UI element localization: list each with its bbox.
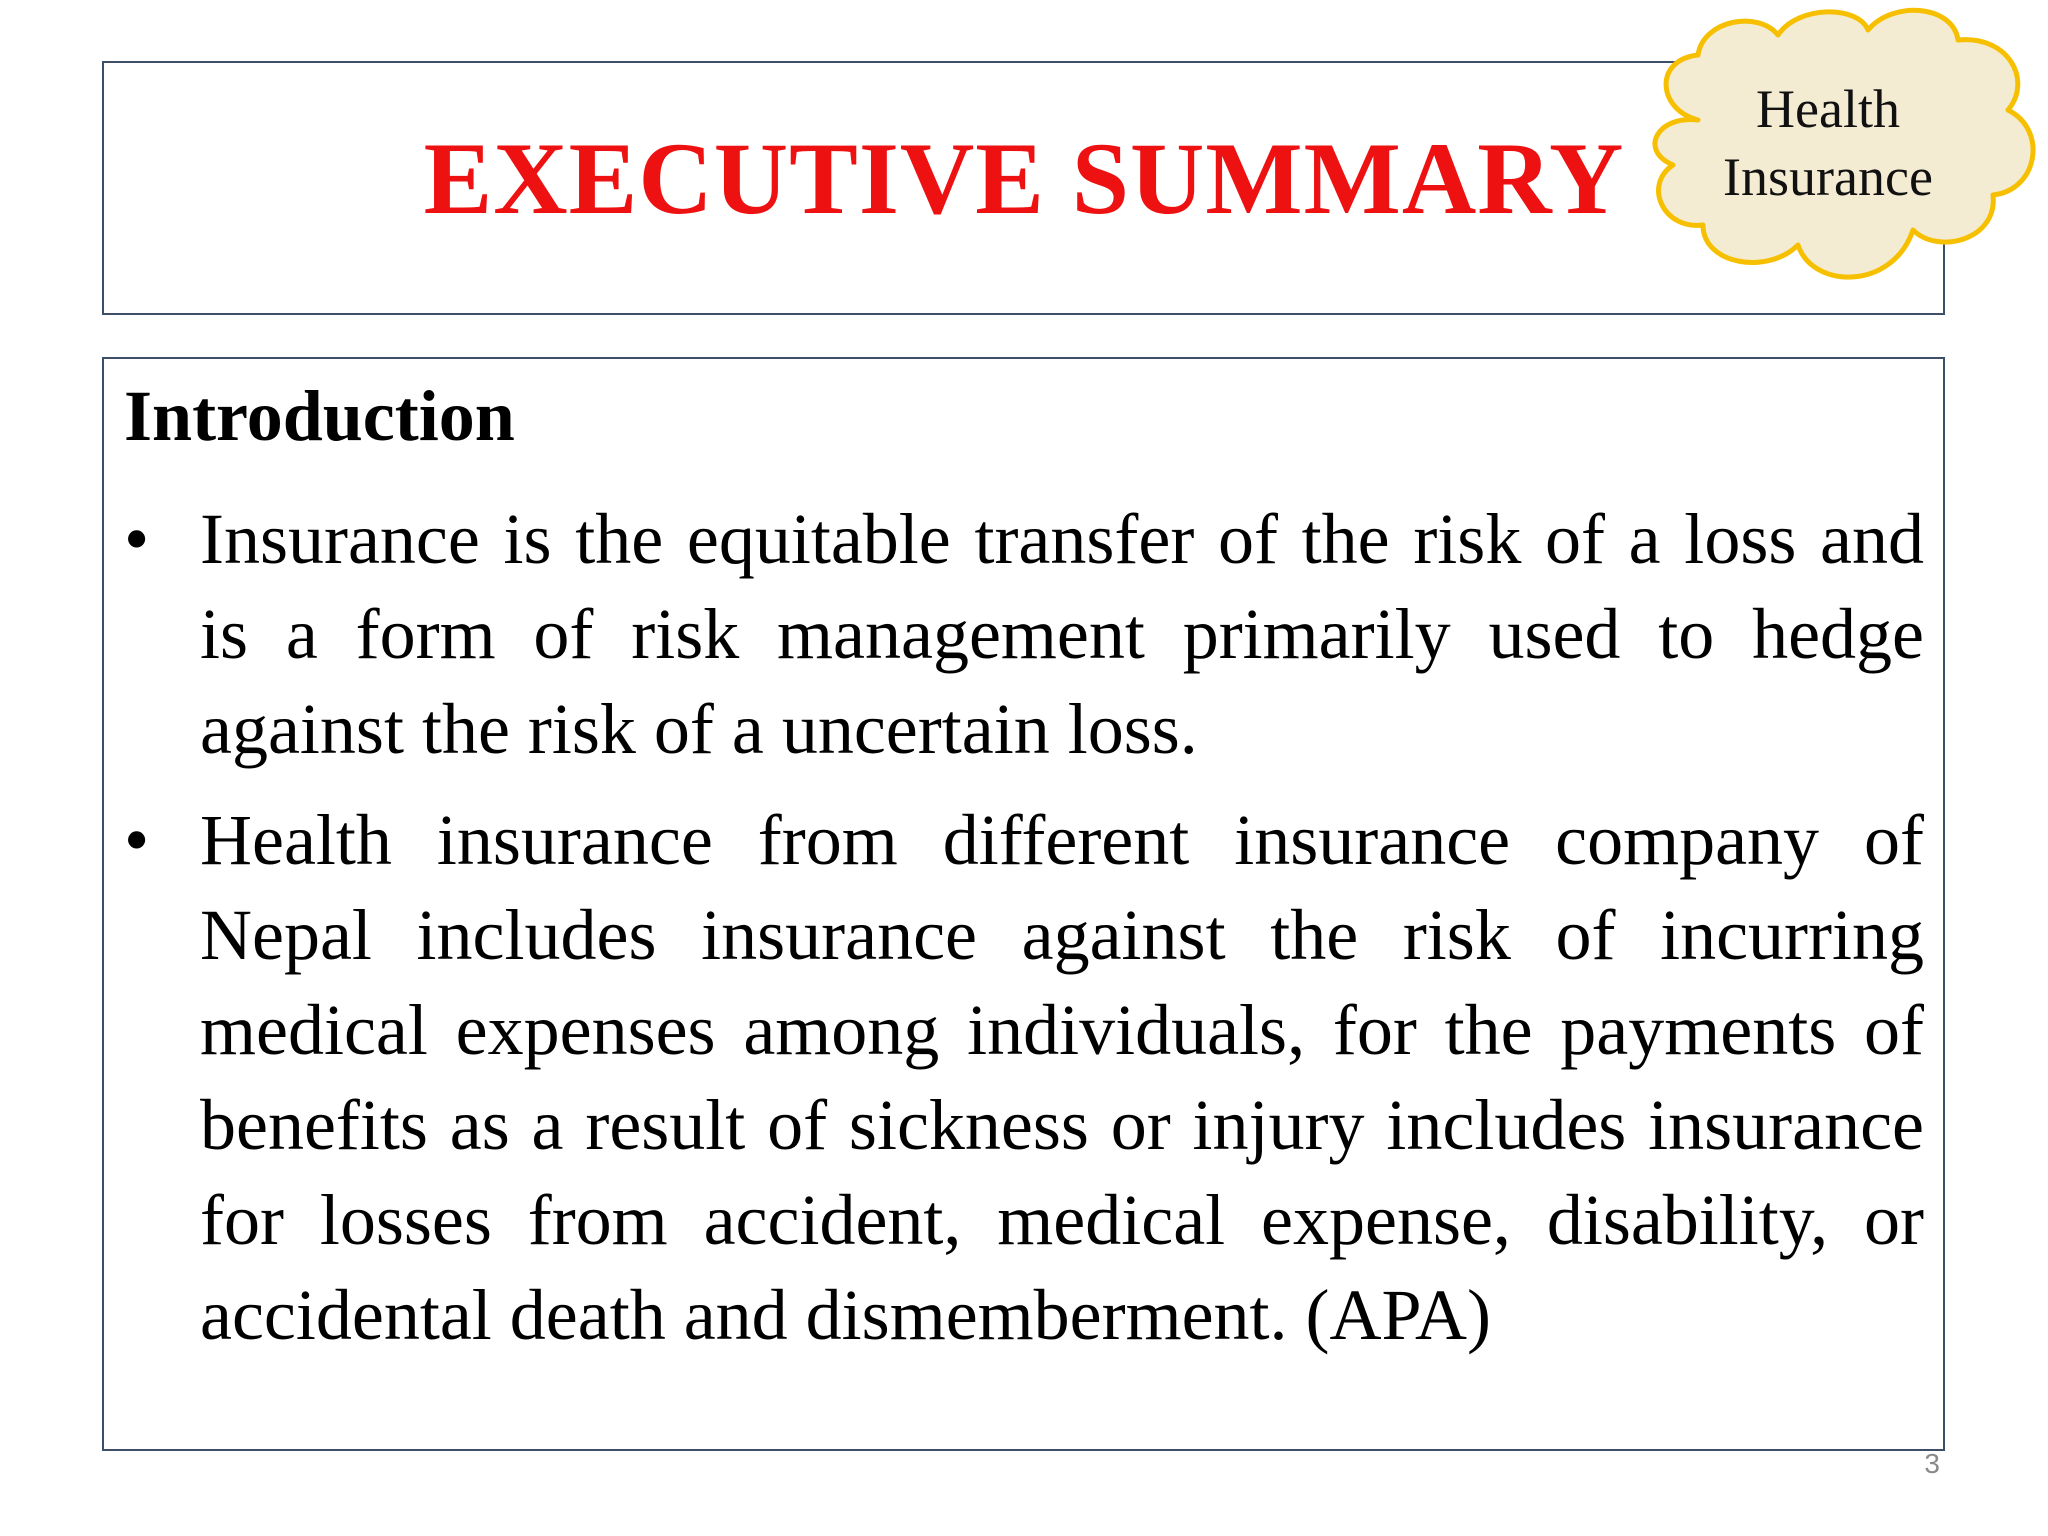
badge-line-2: Insurance (1723, 147, 1933, 207)
bullet-list (124, 492, 1924, 1363)
badge-line-1: Health (1756, 79, 1900, 139)
list-item (124, 793, 1924, 1363)
bullet-icon: • (124, 800, 150, 880)
section-heading: Introduction (124, 376, 515, 456)
page-number: 3 (1924, 1448, 1940, 1479)
bullet-icon: • (124, 499, 150, 579)
bullet-text: Health insurance from different insurance company of Nepal includes insurance against the risk of incurring medical expenses among individuals, for the payments of benefits as a result of sickness or injury includes insurance for losses from accident, medical expense, disability, or accidental death and dismemberment. (APA) (200, 800, 1924, 1355)
health-insurance-badge (1628, 0, 2048, 300)
slide-title: EXECUTIVE SUMMARY (423, 122, 1625, 236)
list-item (124, 492, 1924, 777)
bullet-text: Insurance is the equitable transfer of the risk of a loss and is a form of risk management primarily used to hedge against the risk of a uncertain loss. (200, 499, 1924, 769)
